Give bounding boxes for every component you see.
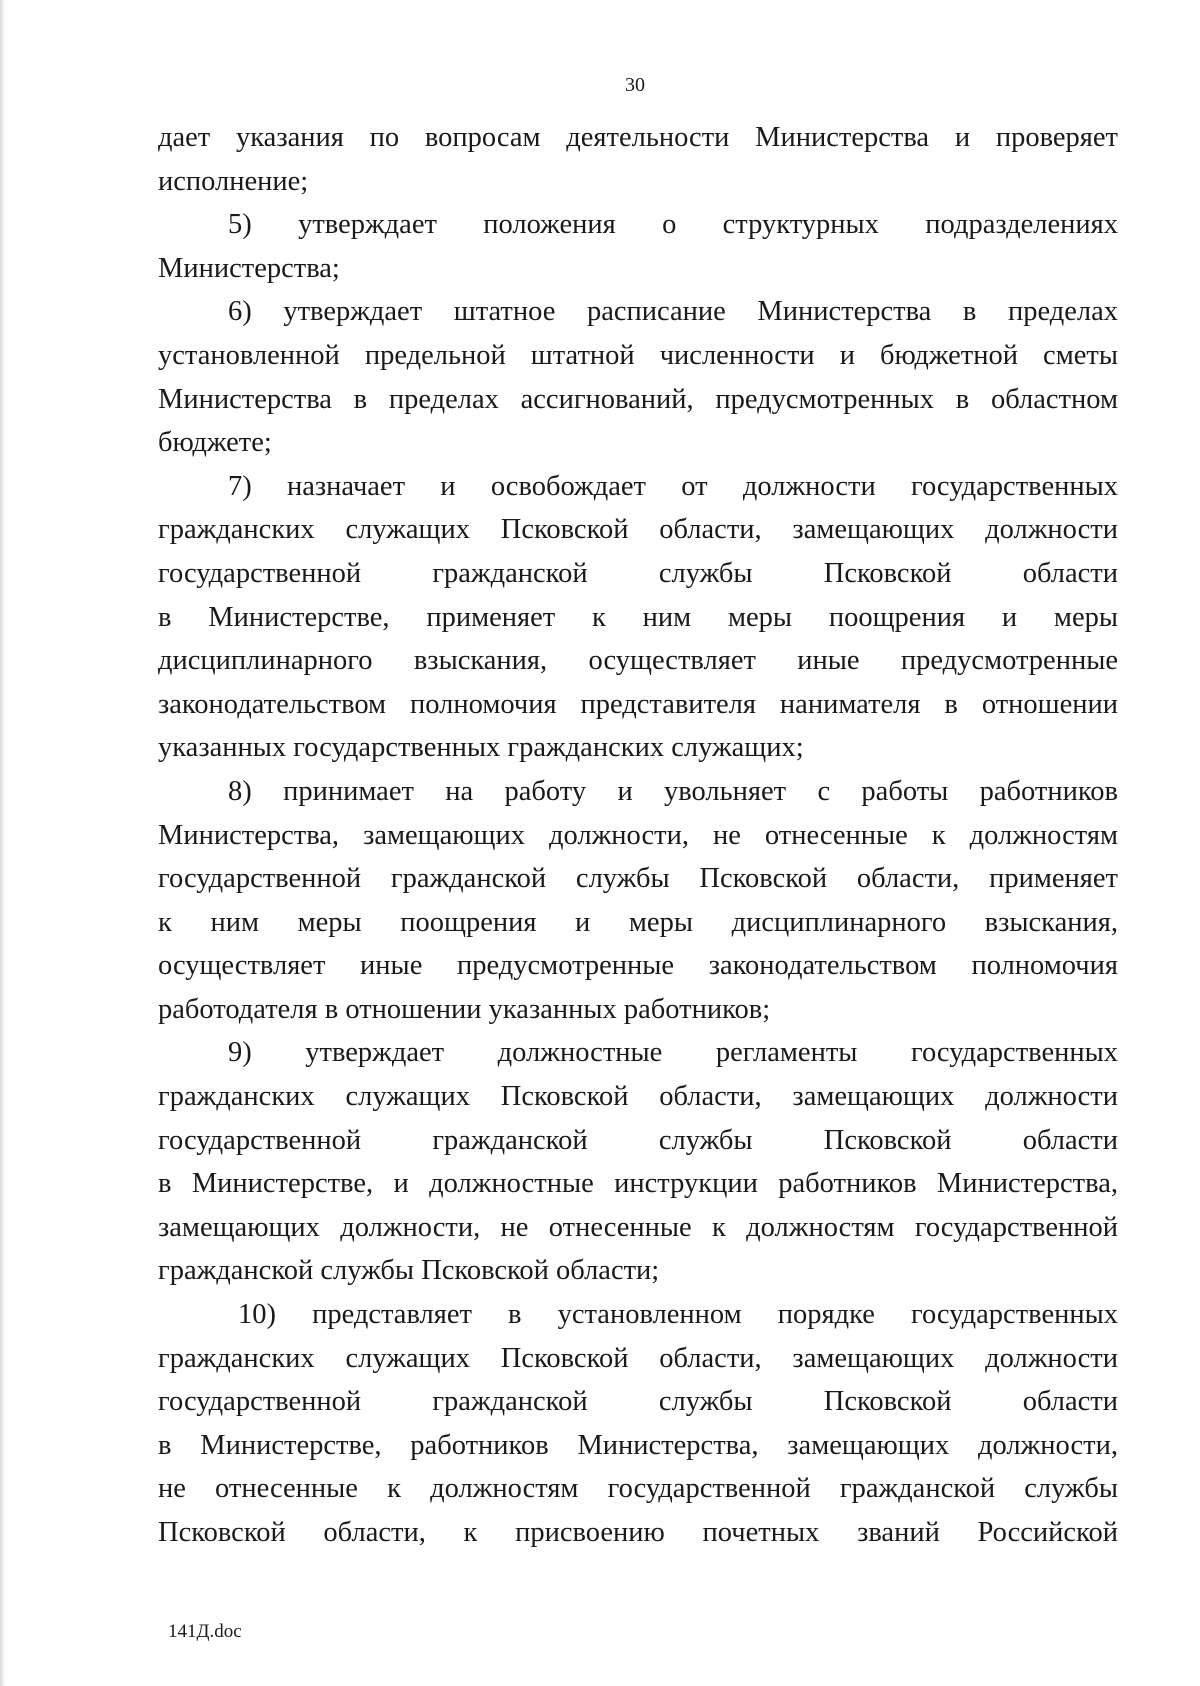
text-line: замещающих должности, не отнесенные к должностям государственной — [158, 1211, 1118, 1243]
text-line: государственной гражданской службы Псковской области, применяет — [158, 863, 1118, 895]
text-line: 10) представляет в установленном порядке государственных — [238, 1299, 1118, 1331]
text-line: осуществляет иные предусмотренные законодательством полномочия — [158, 950, 1118, 982]
text-line: Псковской области, к присвоению почетных званий Российской — [158, 1517, 1118, 1548]
text-line: 8) принимает на работу и увольняет с работы работников — [228, 775, 1118, 807]
text-line: гражданских служащих Псковской области, замещающих должности — [158, 514, 1118, 546]
text-line: гражданской службы Псковской области; — [158, 1255, 660, 1287]
text-line: к ним меры поощрения и меры дисциплинарного взыскания, — [158, 906, 1118, 938]
text-line: дает указания по вопросам деятельности Министерства и проверяет — [158, 122, 1118, 153]
footer-file-name: 141Д.doc — [168, 1621, 242, 1642]
scan-edge — [0, 0, 6, 1686]
text-line: Министерства, замещающих должности, не отнесенные к должностям — [158, 819, 1118, 851]
text-line: в Министерстве, применяет к ним меры поощрения и меры — [158, 601, 1118, 633]
text-line: Министерства в пределах ассигнований, предусмотренных в областном — [158, 383, 1118, 415]
text-line: в Министерстве, и должностные инструкции работников Министерства, — [158, 1168, 1118, 1200]
text-line: бюджете; — [158, 427, 272, 459]
text-line: государственной гражданской службы Псковской области — [158, 557, 1118, 589]
text-line: 5) утверждает положения о структурных подразделениях — [228, 209, 1118, 241]
text-line: законодательством полномочия представителя нанимателя в отношении — [158, 688, 1118, 720]
page-number: 30 — [625, 74, 645, 96]
document-body — [158, 116, 1118, 1555]
text-line: гражданских служащих Псковской области, замещающих должности — [158, 1081, 1118, 1113]
text-line: в Министерстве, работников Министерства, замещающих должности, — [158, 1429, 1118, 1461]
text-line: государственной гражданской службы Псковской области — [158, 1124, 1118, 1156]
text-line: установленной предельной штатной численности и бюджетной сметы — [158, 339, 1118, 371]
text-line: 9) утверждает должностные регламенты государственных — [228, 1037, 1118, 1069]
text-line: государственной гражданской службы Псковской области — [158, 1386, 1118, 1418]
text-line: 7) назначает и освобождает от должности государственных — [228, 470, 1118, 502]
text-line: исполнение; — [158, 165, 309, 197]
text-line: указанных государственных гражданских служащих; — [158, 732, 804, 764]
text-line: не отнесенные к должностям государственной гражданской службы — [158, 1473, 1118, 1505]
text-line: Министерства; — [158, 252, 340, 284]
text-line: работодателя в отношении указанных работников; — [158, 993, 771, 1025]
text-line: дисциплинарного взыскания, осуществляет иные предусмотренные — [158, 645, 1118, 677]
text-line: гражданских служащих Псковской области, замещающих должности — [158, 1342, 1118, 1374]
text-line: 6) утверждает штатное расписание Министерства в пределах — [228, 296, 1118, 328]
